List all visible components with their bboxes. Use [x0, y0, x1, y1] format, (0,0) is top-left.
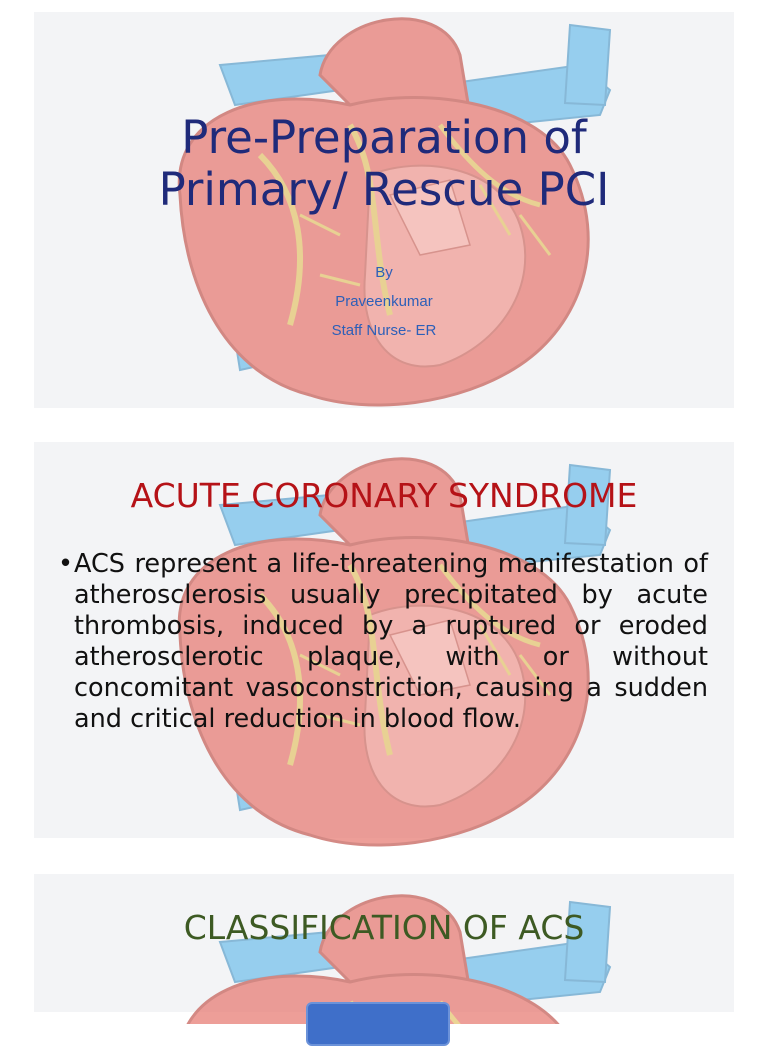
- section-title-classification: CLASSIFICATION OF ACS: [183, 908, 585, 947]
- bullet-list: [58, 549, 708, 735]
- title-line-2: Primary/ Rescue PCI: [158, 163, 610, 216]
- presentation-title: [60, 112, 708, 216]
- author-name: Praveenkumar: [335, 293, 433, 310]
- bullet-text: ACS represent a life-threatening manifestation of atherosclerosis usually precipitated by acute thrombosis, induced by a ruptured or eroded atherosclerotic plaque, with or without concomitant vasoconstriction, causing a sudden and critical reduction in blood flow.: [74, 549, 708, 734]
- author-role: Staff Nurse- ER: [331, 322, 437, 339]
- author-block: [0, 258, 768, 345]
- diagram-box: [306, 1002, 450, 1046]
- bullet-icon: •: [58, 549, 74, 579]
- by-label: By: [375, 264, 393, 281]
- slide-title: [0, 0, 768, 420]
- title-line-1: Pre-Preparation of: [181, 111, 587, 164]
- section-title-acs: ACUTE CORONARY SYNDROME: [130, 476, 638, 515]
